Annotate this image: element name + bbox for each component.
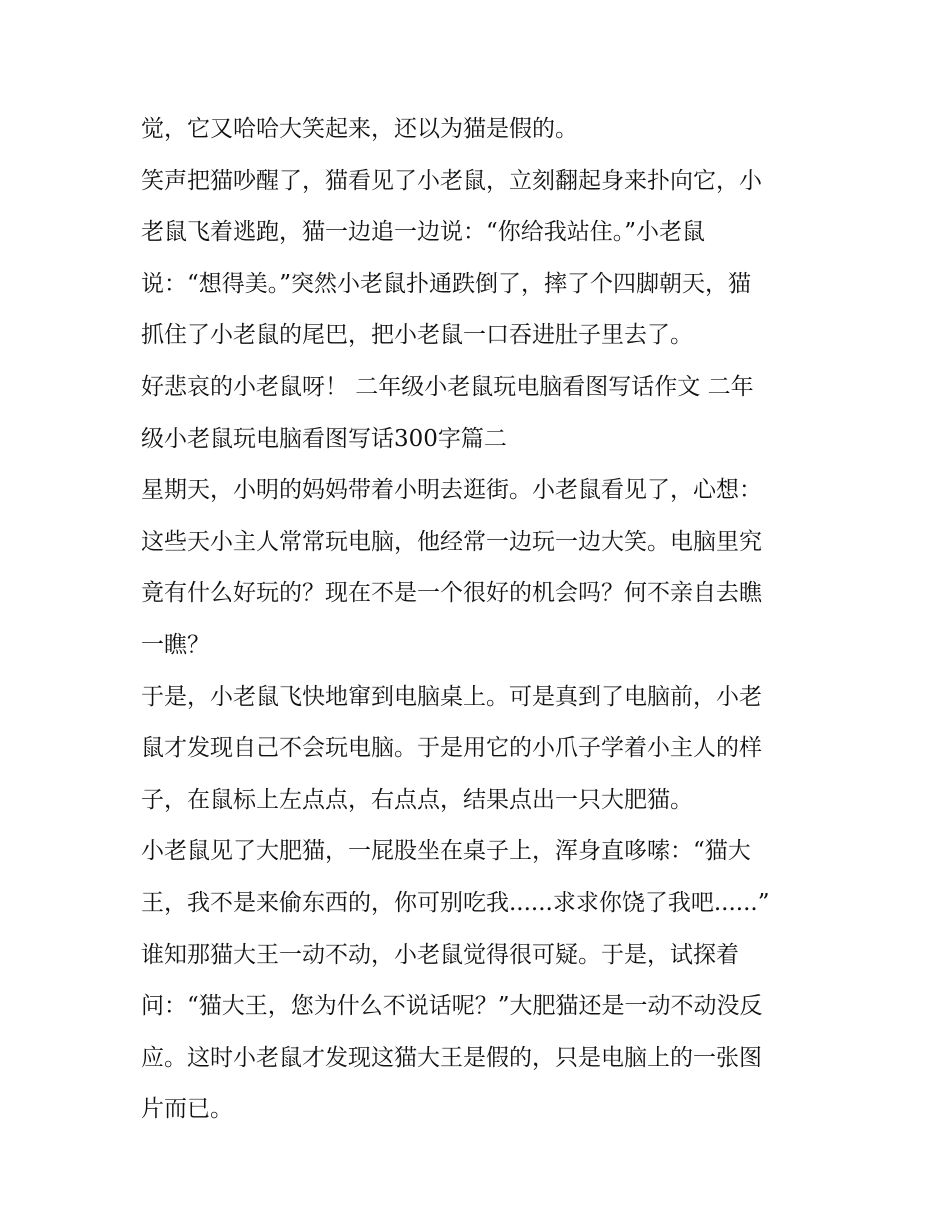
text-line: 谁知那猫大王一动不动，小老鼠觉得很可疑。于是，试探着: [141, 941, 739, 968]
text-line: 子，在鼠标上左点点，右点点，结果点出一只大肥猫。: [141, 786, 693, 813]
text-line: 于是，小老鼠飞快地窜到电脑桌上。可是真到了电脑前，小老: [141, 683, 762, 710]
text-line: 王，我不是来偷东西的，你可别吃我......求求你饶了我吧......”: [141, 889, 770, 916]
text-line: 好悲哀的小老鼠呀！ 二年级小老鼠玩电脑看图写话作文 二年: [141, 373, 754, 400]
text-line: 老鼠飞着逃跑，猫一边追一边说：“你给我站住。”小老鼠: [141, 219, 706, 246]
text-line: 这些天小主人常常玩电脑，他经常一边玩一边大笑。电脑里究: [141, 528, 762, 555]
text-line: 说：“想得美。”突然小老鼠扑通跌倒了，摔了个四脚朝天，猫: [141, 270, 752, 297]
text-line: 觉，它又哈哈大笑起来，还以为猫是假的。: [141, 116, 578, 142]
text-line: 级小老鼠玩电脑看图写话300字篇二: [141, 425, 507, 452]
text-line: 应。这时小老鼠才发现这猫大王是假的，只是电脑上的一张图: [141, 1044, 762, 1071]
text-line: 小老鼠见了大肥猫，一屁股坐在桌子上，浑身直哆嗦：“猫大: [141, 838, 751, 865]
text-line: 笑声把猫吵醒了，猫看见了小老鼠，立刻翻起身来扑向它，小: [141, 167, 762, 194]
text-line: 抓住了小老鼠的尾巴，把小老鼠一口吞进肚子里去了。: [141, 322, 693, 349]
text-line: 一瞧？: [141, 631, 210, 658]
text-line: 星期天，小明的妈妈带着小明去逛街。小老鼠看见了，心想：: [141, 477, 762, 504]
text-line: 鼠才发现自己不会玩电脑。于是用它的小爪子学着小主人的样: [141, 735, 762, 762]
text-line: 竟有什么好玩的？现在不是一个很好的机会吗？何不亲自去瞧: [141, 580, 762, 607]
text-line: 问：“猫大王，您为什么不说话呢？”大肥猫还是一动不动没反: [141, 993, 763, 1020]
text-line: 片而已。: [141, 1096, 233, 1123]
body-text: [141, 104, 821, 1136]
